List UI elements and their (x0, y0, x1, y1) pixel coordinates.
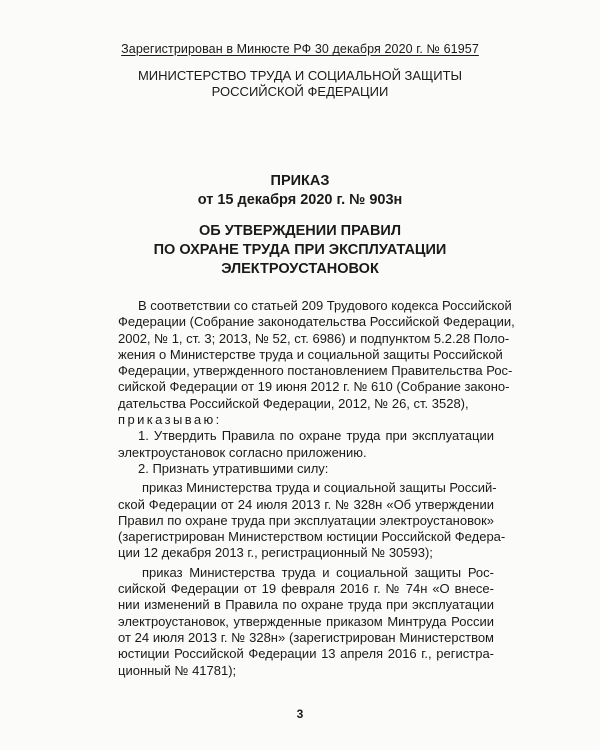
repealed-2-line: ционный № 41781); (118, 662, 237, 678)
item-2: 2. Признать утратившими силу: (138, 460, 329, 476)
order-heading (0, 172, 600, 210)
ministry-line-1: МИНИСТЕРСТВО ТРУДА И СОЦИАЛЬНОЙ ЗАЩИТЫ (137, 68, 463, 83)
repealed-2-line: нии изменений в Правила по охране труда при эксплуатации (118, 597, 494, 613)
order-subject (0, 222, 600, 279)
order-date: от 15 декабря 2020 г. № 903н (197, 192, 403, 208)
registration-note (0, 42, 600, 56)
repealed-2-line: приказ Министерства труда и социальной защиты Рос- (142, 564, 494, 580)
ministry-line-2: РОССИЙСКОЙ ФЕДЕРАЦИИ (211, 84, 389, 99)
repealed-2-line: электроустановок, утвержденные приказом Минтруда России (118, 613, 494, 629)
subject-line-1: ОБ УТВЕРЖДЕНИИ ПРАВИЛ (198, 223, 402, 239)
repealed-2-line: юстиции Российской Федерации 13 апреля 2016 г., регистра- (118, 646, 494, 662)
subject-line-2: ПО ОХРАНЕ ТРУДА ПРИ ЭКСПЛУАТАЦИИ (153, 242, 447, 258)
page-number: 3 (296, 707, 304, 721)
repealed-1-line: Правил по охране труда при эксплуатации электроустановок» (118, 512, 494, 528)
repealed-2-line: от 24 июля 2013 г. № 328н» (зарегистрирован Министерством (118, 629, 494, 645)
repealed-1-line: (зарегистрирован Министерством юстиции Российской Федера- (118, 529, 506, 545)
repealed-1-line: приказ Министерства труда и социальной защиты Россий- (142, 480, 497, 496)
repealed-1-line: ции 12 декабря 2013 г., регистрационный № 30593); (118, 545, 433, 561)
preamble-line: дательства Российской Федерации, 2012, № 26, ст. 3528), (118, 395, 469, 411)
preamble-line: Федерации, утвержденного постановлением Правительства Рос- (118, 363, 513, 379)
item-1-line: электроустановок согласно приложению. (118, 444, 367, 460)
preamble-line: сийской Федерации от 19 июня 2012 г. № 610 (Собрание законо- (118, 379, 510, 395)
repealed-2-line: сийской Федерации от 19 февраля 2016 г. № 74н «О внесе- (118, 581, 494, 597)
order-title: ПРИКАЗ (270, 173, 330, 189)
ministry-header (0, 68, 600, 100)
preamble-line: В соответствии со статьей 209 Трудового кодекса Российской (138, 298, 512, 313)
preamble-line: Федерации (Собрание законодательства Российской Федерации, (118, 314, 515, 330)
prikazyvayu: приказываю: (118, 412, 222, 428)
repealed-1-line: ской Федерации от 24 июля 2013 г. № 328н «Об утверждении (118, 496, 494, 512)
subject-line-3: ЭЛЕКТРОУСТАНОВОК (221, 261, 379, 277)
order-body (118, 298, 515, 679)
preamble-line: 2002, № 1, ст. 3; 2013, № 52, ст. 6986) и подпунктом 5.2.28 Поло- (118, 330, 510, 346)
item-1-line: 1. Утвердить Правила по охране труда при эксплуатации (138, 428, 494, 444)
registration-text: Зарегистрирован в Минюсте РФ 30 декабря 2020 г. № 61957 (121, 42, 479, 56)
preamble-line: жения о Министерстве труда и социальной защиты Российской (118, 346, 503, 362)
